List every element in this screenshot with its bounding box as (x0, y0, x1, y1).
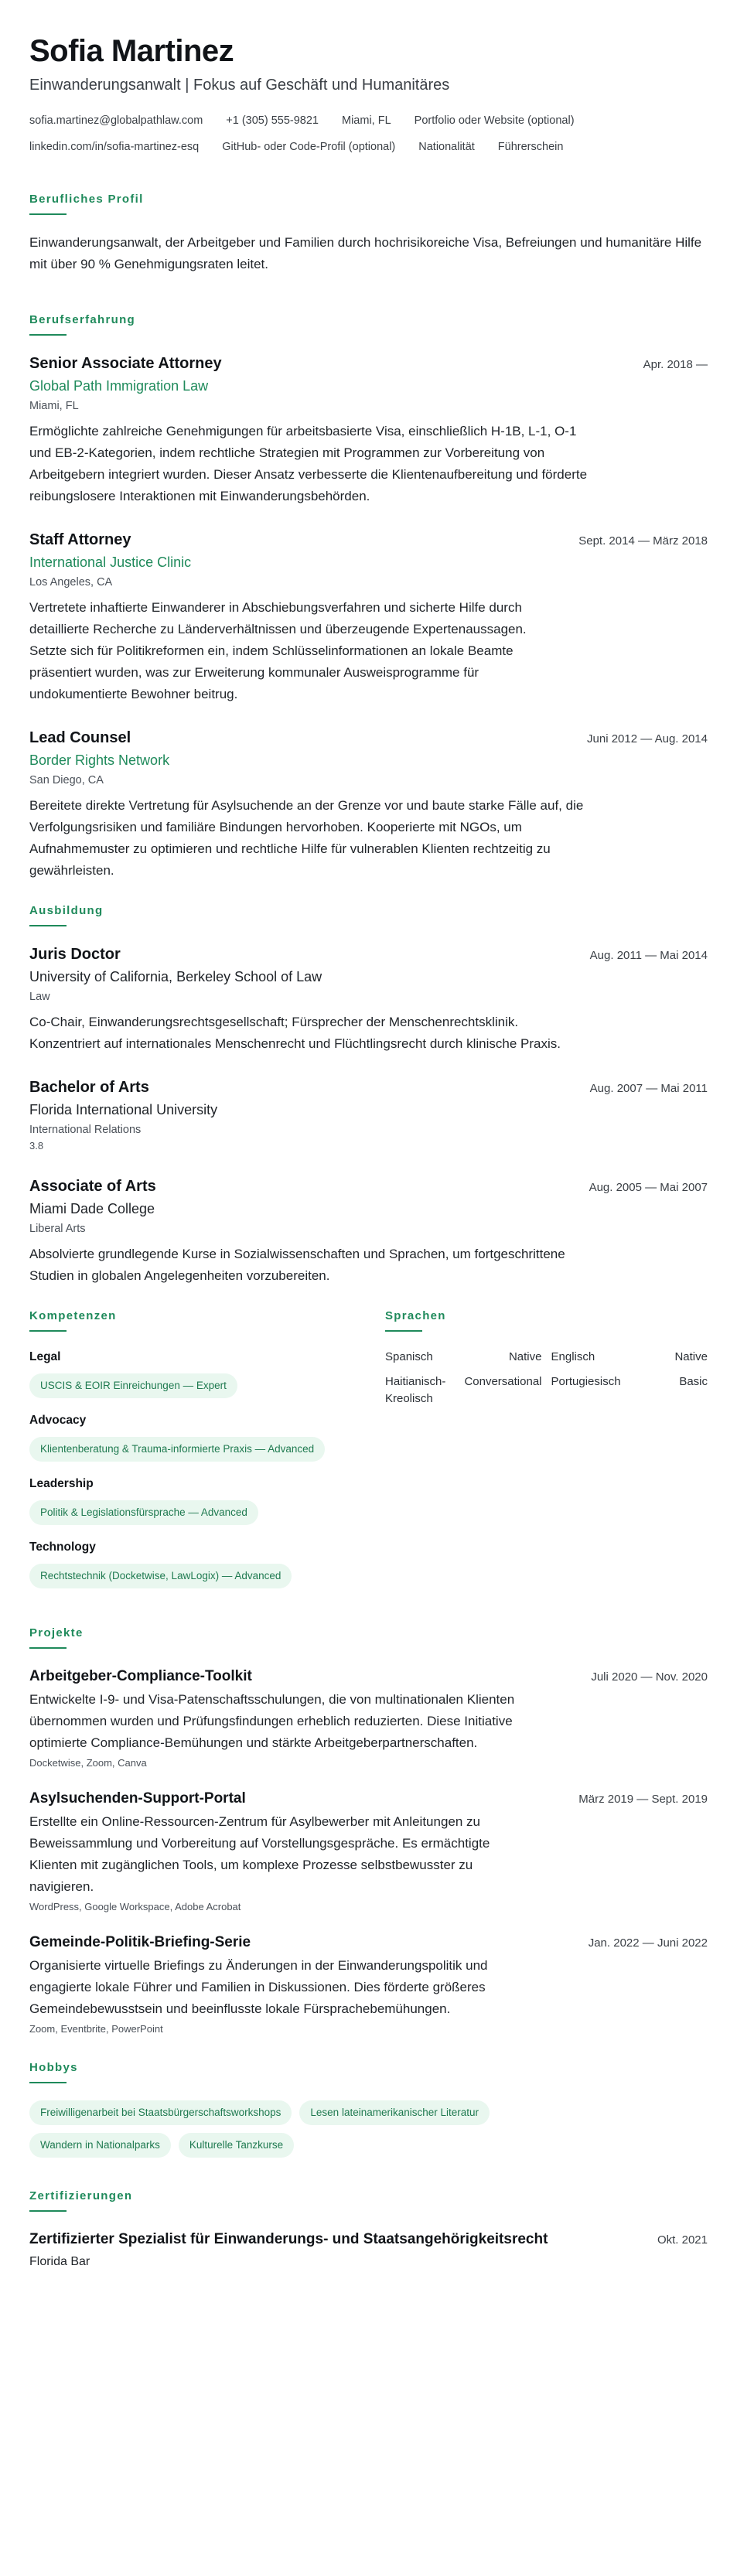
school-name: Miami Dade College (29, 1201, 155, 1216)
contact-license: Führerschein (497, 141, 564, 153)
education-description: Co-Chair, Einwanderungsrechtsgesellschaft; Fürsprecher der Menschenrechtsklinik. Konzentriert auf internationales Menschenrecht und Flüchtlingsrecht durch klinische Praxis. (29, 1015, 561, 1051)
project-entry (29, 1788, 708, 1915)
skill-chip: Rechtstechnik (Docketwise, LawLogix) — Advanced (29, 1564, 292, 1588)
job-date: Sept. 2014 — März 2018 (578, 534, 708, 548)
section-divider (29, 2210, 67, 2212)
candidate-headline: Einwanderungsanwalt | Fokus auf Geschäft und Humanitäres (29, 77, 450, 94)
job-title: Staff Attorney (29, 531, 131, 548)
skills-column (29, 1308, 354, 1602)
project-description: Entwickelte I-9- und Visa-Patenschaftsschulungen, die von multinationalen Klienten übernommen wurden und Prüfungsfindungen erheblich reduzierten. Diese Initiative optimierte Compliance-Bemühungen und stärkte Arbeitgeberpartnerschaften. (29, 1692, 515, 1750)
project-date: März 2019 — Sept. 2019 (578, 1793, 708, 1806)
skill-group (29, 1349, 354, 1398)
certification-name: Zertifizierter Spezialist für Einwanderungs- und Staatsangehörigkeitsrecht (29, 2231, 548, 2247)
language-name: Spanisch (385, 1350, 433, 1363)
skill-group (29, 1476, 354, 1525)
skill-category: Advocacy (29, 1414, 87, 1427)
job-location: Los Angeles, CA (29, 576, 113, 589)
education-date: Aug. 2011 — Mai 2014 (589, 949, 708, 962)
hobby-chip: Freiwilligenarbeit bei Staatsbürgerschaftsworkshops (29, 2100, 292, 2125)
hobbies-section (29, 2060, 708, 2158)
project-description: Erstellte ein Online-Ressourcen-Zentrum für Asylbewerber mit Anleitungen zu Beweissammlung und Vorbereitung auf Vorstellungsgespräche. Es ermächtigte Klienten mit zugänglichen Tools, um komplexe Prozesse selbstbewusster zu navigieren. (29, 1814, 490, 1894)
project-date: Juli 2020 — Nov. 2020 (591, 1670, 708, 1684)
project-description: Organisierte virtuelle Briefings zu Änderungen in der Einwanderungspolitik und engagierte lokale Führer und Familien in Diskussionen. Dies förderte größeres Gemeindebewusstsein und beeinflusste lokale Fürsprachebemühungen. (29, 1958, 488, 2016)
projects-section (29, 1626, 708, 2037)
section-title: Sprachen (385, 1309, 446, 1322)
section-divider (385, 1330, 422, 1332)
skill-chip: Klientenberatung & Trauma-informierte Praxis — Advanced (29, 1437, 325, 1462)
language-level: Native (508, 1350, 542, 1363)
education-description: Absolvierte grundlegende Kurse in Sozialwissenschaften und Sprachen, um fortgeschrittene Studien in globalen Angelegenheiten vorzubereiten. (29, 1247, 565, 1283)
section-divider (29, 334, 67, 336)
certification-entry (29, 2229, 708, 2272)
education-entry (29, 943, 708, 1055)
contact-nationality: Nationalität (418, 141, 475, 153)
language-name: Englisch (551, 1350, 595, 1363)
hobby-chip: Kulturelle Tanzkurse (179, 2133, 294, 2158)
contact-email[interactable]: sofia.martinez@globalpathlaw.com (29, 114, 203, 127)
education-date: Aug. 2005 — Mai 2007 (589, 1181, 708, 1194)
hobby-chip: Wandern in Nationalparks (29, 2133, 171, 2158)
field-of-study: Law (29, 991, 50, 1003)
contact-location: Miami, FL (342, 114, 391, 127)
profile-section (29, 192, 708, 275)
employer-name: International Justice Clinic (29, 554, 192, 570)
section-divider (29, 2082, 67, 2083)
contact-github[interactable]: GitHub- oder Code-Profil (optional) (222, 141, 396, 153)
job-description: Ermöglichte zahlreiche Genehmigungen für arbeitsbasierte Visa, einschließlich H-1B, L-1, O-1 und EB-2-Kategorien, indem rechtliche Strategien mit Programmen zur Vorbereitung von Arbeitgebern integriert wurden. Dieser Ansatz verbesserte die Klientenaufbereitung und förderte reibungslosere Interaktionen mit Einwanderungsbehörden. (29, 424, 588, 503)
section-title: Kompetenzen (29, 1309, 117, 1322)
job-description: Vertretete inhaftierte Einwanderer in Abschiebungsverfahren und sicherte Hilfe durch detaillierte Recherche zu Länderverhältnissen und überzeugende Expertenaussagen. Setzte sich für Politikreformen ein, indem Schlüsselinformationen an lokale Beamte präsentiert wurden, was zur Erweiterung kommunaler Ausweisprogramme für undokumentierte Bewohner beitrug. (29, 600, 527, 701)
project-name: Gemeinde-Politik-Briefing-Serie (29, 1934, 251, 1950)
language-level: Basic (679, 1375, 708, 1388)
candidate-name: Sofia Martinez (29, 34, 234, 68)
employer-name: Border Rights Network (29, 752, 170, 768)
section-title: Hobbys (29, 2061, 78, 2074)
skills-languages-section (29, 1308, 708, 1602)
language-row (551, 1373, 708, 1407)
job-location: San Diego, CA (29, 774, 104, 786)
certification-date: Okt. 2021 (657, 2233, 708, 2247)
project-date: Jan. 2022 — Juni 2022 (588, 1936, 708, 1950)
project-tools: Zoom, Eventbrite, PowerPoint (29, 2023, 163, 2035)
project-name: Asylsuchenden-Support-Portal (29, 1790, 246, 1807)
school-name: Florida International University (29, 1102, 218, 1117)
job-title: Lead Counsel (29, 729, 131, 746)
section-divider (29, 1647, 67, 1649)
section-title: Ausbildung (29, 904, 104, 917)
contact-phone[interactable]: +1 (305) 555-9821 (226, 114, 319, 127)
language-level: Conversational (464, 1375, 542, 1388)
project-tools: WordPress, Google Workspace, Adobe Acrobat (29, 1901, 241, 1912)
skill-chip: USCIS & EOIR Einreichungen — Expert (29, 1373, 237, 1398)
experience-entry (29, 353, 708, 507)
resume-header (29, 32, 708, 155)
section-divider (29, 213, 67, 215)
section-divider (29, 1330, 67, 1332)
contact-list (29, 113, 708, 155)
employer-name: Global Path Immigration Law (29, 378, 209, 394)
language-grid (385, 1349, 708, 1407)
gpa: 3.8 (29, 1140, 44, 1152)
skill-group (29, 1539, 354, 1588)
school-name: University of California, Berkeley School of Law (29, 969, 322, 984)
job-location: Miami, FL (29, 400, 79, 412)
skill-group (29, 1412, 354, 1462)
job-date: Apr. 2018 — (643, 358, 708, 371)
language-name: Portugiesisch (551, 1375, 621, 1388)
certification-issuer: Florida Bar (29, 2255, 90, 2268)
job-description: Bereitete direkte Vertretung für Asylsuchende an der Grenze vor und baute starke Fälle auf, die Verfolgungsrisiken und familiäre Bindungen hervorhoben. Kooperierte mit NGOs, um Aufnahmemuster zu optimieren und rechtliche Hilfe für vulnerablen Klienten rechtzeitig zu gewährleisten. (29, 798, 584, 878)
degree-title: Bachelor of Arts (29, 1079, 149, 1096)
language-name: Haitianisch-Kreolisch (385, 1375, 446, 1405)
certifications-section (29, 2189, 708, 2272)
profile-summary: Einwanderungsanwalt, der Arbeitgeber und Familien durch hochrisikoreiche Visa, Befreiungen und humanitäre Hilfe mit über 90 % Genehmigungsraten leitet. (29, 235, 702, 271)
contact-linkedin[interactable]: linkedin.com/in/sofia-martinez-esq (29, 141, 200, 153)
hobby-chip: Lesen lateinamerikanischer Literatur (299, 2100, 490, 2125)
languages-column (385, 1308, 708, 1602)
project-tools: Docketwise, Zoom, Canva (29, 1757, 147, 1769)
contact-portfolio[interactable]: Portfolio oder Website (optional) (414, 114, 575, 127)
skill-chip: Politik & Legislationsfürsprache — Advanced (29, 1500, 258, 1525)
education-entry (29, 1076, 708, 1154)
experience-entry (29, 529, 708, 705)
language-row (551, 1349, 708, 1366)
project-name: Arbeitgeber-Compliance-Toolkit (29, 1668, 252, 1684)
job-date: Juni 2012 — Aug. 2014 (587, 732, 708, 746)
field-of-study: International Relations (29, 1124, 142, 1136)
experience-entry (29, 727, 708, 882)
hobby-list (29, 2100, 586, 2158)
language-row (385, 1349, 542, 1366)
language-level: Native (674, 1350, 708, 1363)
section-title: Berufliches Profil (29, 193, 144, 206)
skill-category: Technology (29, 1540, 96, 1554)
project-entry (29, 1932, 708, 2037)
experience-section (29, 312, 708, 882)
education-date: Aug. 2007 — Mai 2011 (589, 1082, 708, 1095)
education-entry (29, 1175, 708, 1287)
language-row (385, 1373, 542, 1407)
skill-category: Legal (29, 1350, 61, 1363)
project-entry (29, 1666, 708, 1771)
degree-title: Juris Doctor (29, 946, 121, 963)
field-of-study: Liberal Arts (29, 1223, 86, 1235)
section-title: Zertifizierungen (29, 2189, 133, 2202)
skill-category: Leadership (29, 1477, 94, 1490)
section-divider (29, 925, 67, 926)
degree-title: Associate of Arts (29, 1178, 156, 1195)
job-title: Senior Associate Attorney (29, 355, 222, 372)
section-title: Projekte (29, 1626, 84, 1639)
education-section (29, 903, 708, 1287)
section-title: Berufserfahrung (29, 313, 136, 326)
